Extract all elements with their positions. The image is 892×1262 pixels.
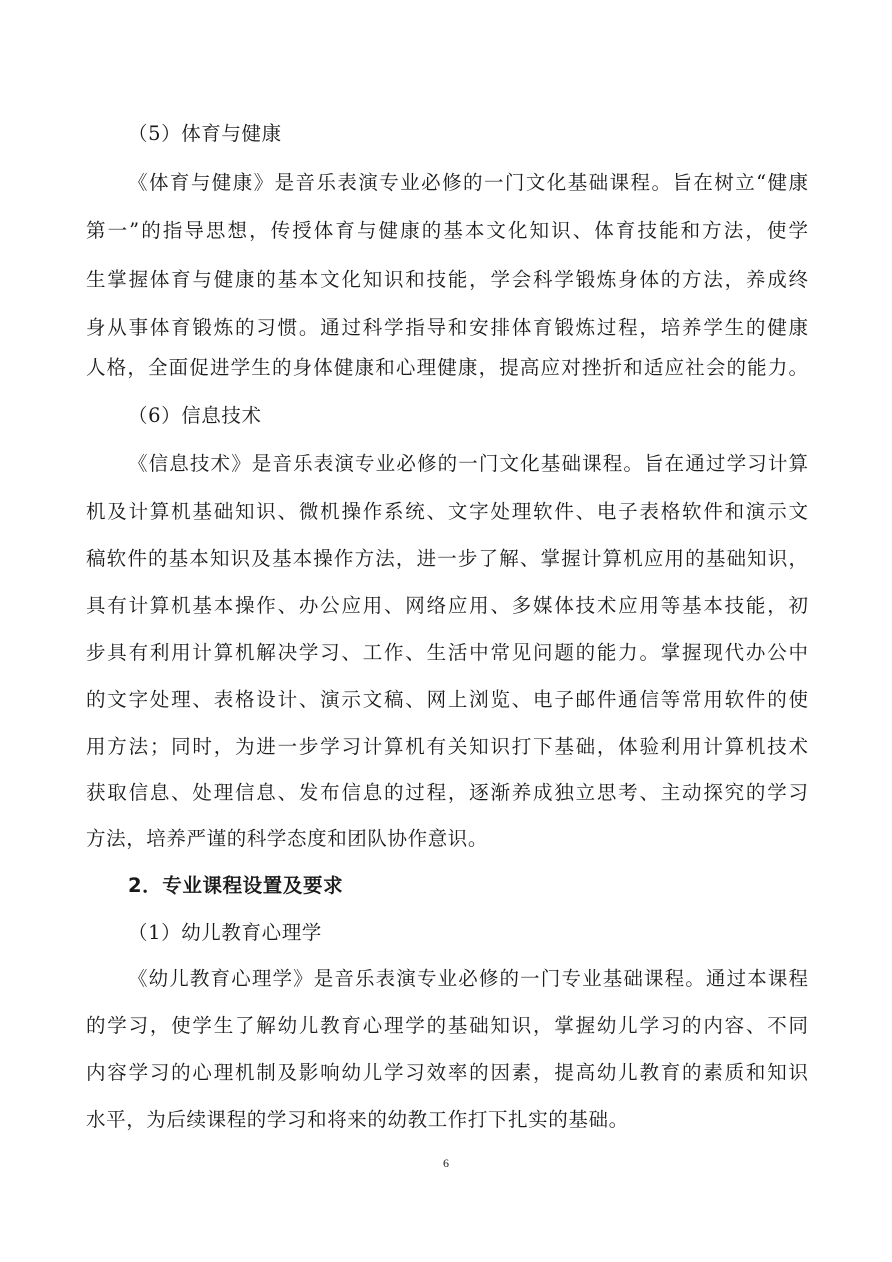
paragraph-line: 水平，为后续课程的学习和将来的幼教工作打下扎实的基础。 (86, 1108, 629, 1131)
paragraph-line: 《幼儿教育心理学》是音乐表演专业必修的一门专业基础课程。通过本课程 (128, 967, 808, 990)
section-heading: 2．专业课程设置及要求 (128, 874, 344, 897)
paragraph-line: 机及计算机基础知识、微机操作系统、文字处理软件、电子表格软件和演示文 (86, 500, 808, 523)
subheading-pe-health: （5）体育与健康 (128, 122, 282, 145)
paragraph-line: 的文字处理、表格设计、演示文稿、网上浏览、电子邮件通信等常用软件的使 (86, 688, 808, 711)
page-number: 6 (443, 1156, 449, 1170)
paragraph-line: 《信息技术》是音乐表演专业必修的一门文化基础课程。旨在通过学习计算 (128, 452, 808, 475)
subheading-it: （6）信息技术 (128, 404, 262, 427)
paragraph-line: 稿软件的基本知识及基本操作方法，进一步了解、掌握计算机应用的基础知识， (86, 547, 808, 570)
paragraph-line: 人格，全面促进学生的身体健康和心理健康，提高应对挫折和适应社会的能力。 (86, 356, 808, 379)
paragraph-line: 步具有利用计算机解决学习、工作、生活中常见问题的能力。掌握现代办公中 (86, 641, 808, 664)
paragraph-line: 身从事体育锻炼的习惯。通过科学指导和安排体育锻炼过程，培养学生的健康 (86, 316, 808, 339)
paragraph-line: 方法，培养严谨的科学态度和团队协作意识。 (86, 827, 489, 850)
subheading-child-psychology: （1）幼儿教育心理学 (128, 921, 322, 944)
paragraph-line: 的学习，使学生了解幼儿教育心理学的基础知识，掌握幼儿学习的内容、不同 (86, 1014, 808, 1037)
paragraph-line: 具有计算机基本操作、办公应用、网络应用、多媒体技术应用等基本技能，初 (86, 594, 808, 617)
paragraph-line: 内容学习的心理机制及影响幼儿学习效率的因素，提高幼儿教育的素质和知识 (86, 1061, 808, 1084)
paragraph-line: 生掌握体育与健康的基本文化知识和技能，学会科学锻炼身体的方法，养成终 (86, 268, 808, 291)
paragraph-line: 获取信息、处理信息、发布信息的过程，逐渐养成独立思考、主动探究的学习 (86, 781, 808, 804)
paragraph-line: 第一”的指导思想，传授体育与健康的基本文化知识、体育技能和方法，使学 (86, 219, 808, 242)
paragraph-line: 用方法；同时，为进一步学习计算机有关知识打下基础，体验利用计算机技术 (86, 735, 808, 758)
paragraph-line: 《体育与健康》是音乐表演专业必修的一门文化基础课程。旨在树立“健康 (128, 171, 808, 194)
